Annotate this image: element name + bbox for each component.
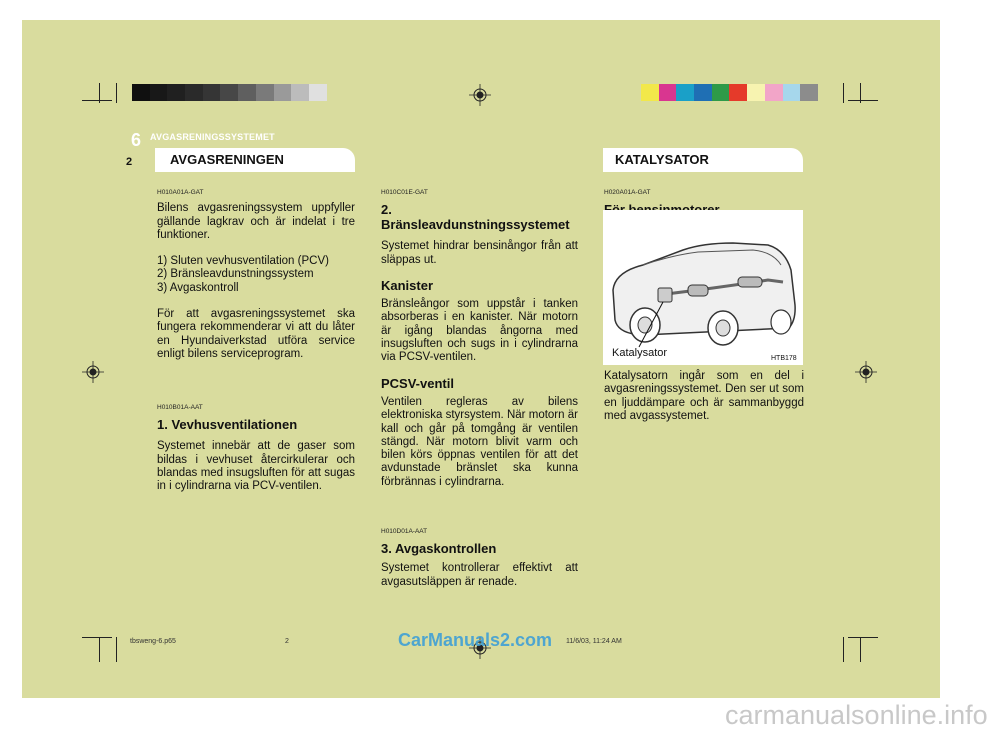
section-code: H020A01A-GAT xyxy=(604,189,651,196)
grayscale-calibration-bar xyxy=(132,84,327,101)
section-title-right: KATALYSATOR xyxy=(615,152,709,167)
calibration-swatch xyxy=(676,84,694,101)
paragraph: Katalysatorn ingår som en del i avgasreningssystemet. Den ser ut som en ljuddämpare och är sammanbyggd med avgassystemet. xyxy=(604,370,804,422)
section-heading: 2. Bränsleavdunstningssystemet xyxy=(381,202,570,233)
registration-mark-icon xyxy=(855,361,877,383)
registration-mark-icon xyxy=(469,84,491,106)
catalytic-converter-illustration xyxy=(603,210,803,365)
column-2-lower xyxy=(381,525,578,589)
section-heading: 3. Avgaskontrollen xyxy=(381,541,497,557)
calibration-swatch xyxy=(729,84,747,101)
footer-filename: tbsweng-6.p65 xyxy=(130,638,176,645)
image-caption: Katalysator xyxy=(612,347,668,359)
section-code: H010D01A-AAT xyxy=(381,528,428,535)
page-number: 2 xyxy=(126,156,133,168)
image-code: HTB178 xyxy=(771,355,797,362)
registration-mark-icon xyxy=(82,361,104,383)
color-calibration-bar xyxy=(641,84,818,101)
calibration-swatch xyxy=(220,84,238,101)
chapter-number: 6 xyxy=(131,130,142,150)
paragraph: Bränsleångor som uppstår i tanken absorberas i en kanister. När motorn är igång blandas ångorna med insugsluften och sugs in i cylindrarna via PCSV-ventilen. xyxy=(381,298,578,364)
calibration-swatch xyxy=(185,84,203,101)
calibration-swatch xyxy=(203,84,221,101)
footer-page: 2 xyxy=(285,638,289,645)
chapter-title: AVGASRENINGSSYSTEMET xyxy=(150,132,275,142)
calibration-swatch xyxy=(694,84,712,101)
section-code: H010C01E-GAT xyxy=(381,189,428,196)
column-1-lower xyxy=(157,401,355,493)
paragraph: Systemet hindrar bensinångor från att släppas ut. xyxy=(381,240,578,266)
footer-timestamp: 11/6/03, 11:24 AM xyxy=(566,638,622,645)
watermark-center: CarManuals2.com xyxy=(398,630,553,650)
column-2 xyxy=(381,186,578,489)
paragraph: Systemet kontrollerar effektivt att avgasutsläppen är renade. xyxy=(381,562,578,588)
watermark-bottom: carmanualsonline.info xyxy=(725,700,988,730)
subheading: Kanister xyxy=(381,277,434,293)
car-outline-icon xyxy=(603,210,803,365)
list-item: 3) Avgaskontroll xyxy=(157,281,239,294)
calibration-swatch xyxy=(132,84,150,101)
section-code: H010A01A-GAT xyxy=(157,189,204,196)
calibration-swatch xyxy=(747,84,765,101)
calibration-swatch xyxy=(274,84,292,101)
paragraph: Ventilen regleras av bilens elektroniska styrsystem. När motorn är kall och går på tomgång är ventilen stängd. När motorn blivit varm och bilen körs öppnas ventilen för att det avdunstade bränslet ska kunna förbrännas i cylindrarna. xyxy=(381,395,578,488)
column-1 xyxy=(157,186,355,361)
paragraph: Bilens avgasreningssystem uppfyller gällande lagkrav och är indelat i tre funktioner. xyxy=(157,202,355,241)
list-item: 1) Sluten vevhusventilation (PCV) xyxy=(157,255,329,268)
calibration-swatch xyxy=(641,84,659,101)
section-code: H010B01A-AAT xyxy=(157,404,203,411)
calibration-swatch xyxy=(659,84,677,101)
calibration-swatch xyxy=(256,84,274,101)
calibration-swatch xyxy=(765,84,783,101)
column-3-text xyxy=(604,370,804,423)
calibration-swatch xyxy=(309,84,327,101)
list-item: 2) Bränsleavdunstningssystem xyxy=(157,268,314,281)
paragraph: Systemet innebär att de gaser som bildas i vevhuset återcirkulerar och blandas med insugsluften för att sugas in i cylindrarna via PCV-ventilen. xyxy=(157,440,355,493)
calibration-swatch xyxy=(238,84,256,101)
calibration-swatch xyxy=(800,84,818,101)
calibration-swatch xyxy=(150,84,168,101)
paragraph: För att avgasreningssystemet ska fungera rekommenderar vi att du låter en Hyundaiverkstad utföra service enligt bilens serviceprogram. xyxy=(157,308,355,360)
calibration-swatch xyxy=(783,84,801,101)
section-heading: 1. Vevhusventilationen xyxy=(157,417,298,433)
subheading: PCSV-ventil xyxy=(381,375,454,391)
calibration-swatch xyxy=(167,84,185,101)
calibration-swatch xyxy=(712,84,730,101)
calibration-swatch xyxy=(291,84,309,101)
section-title-left: AVGASRENINGEN xyxy=(170,152,284,167)
